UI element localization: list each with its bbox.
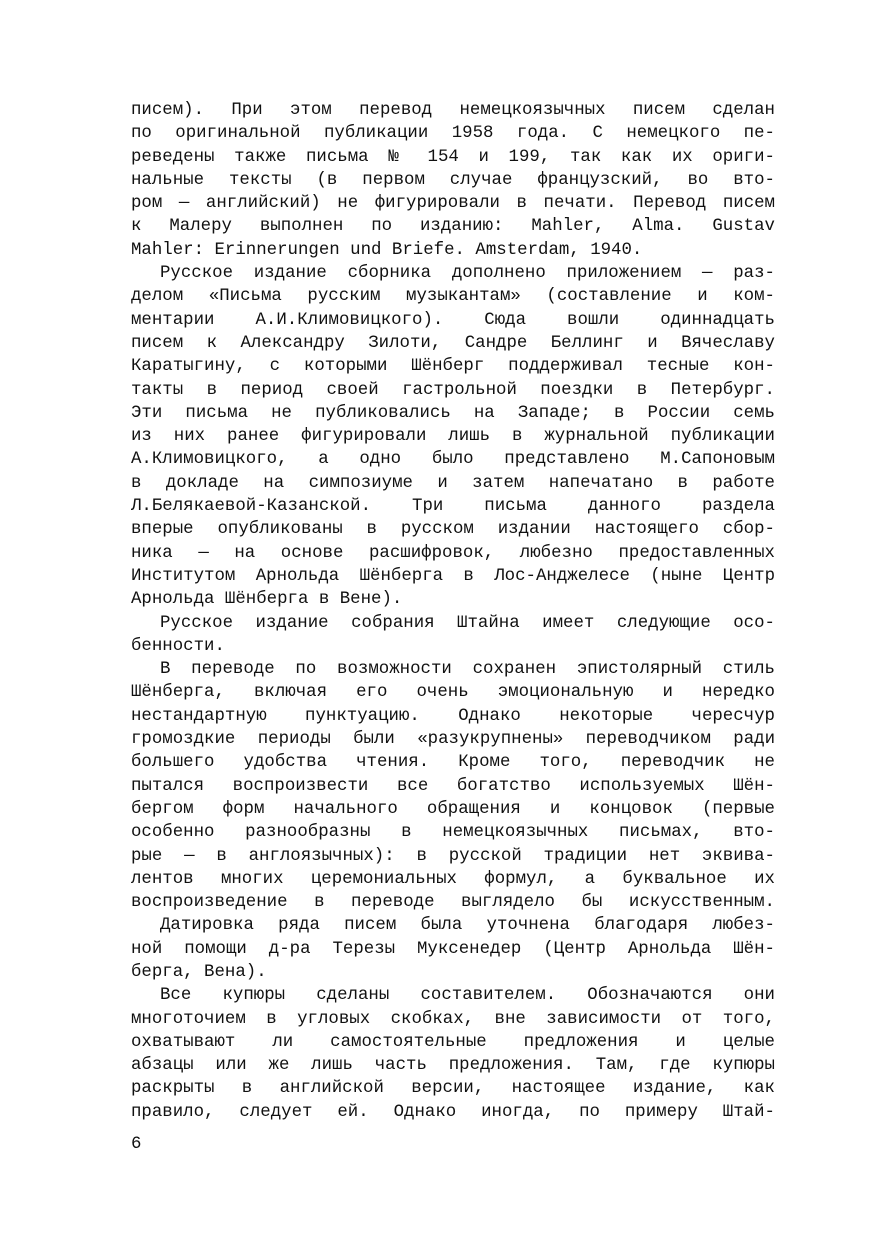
text-line: делом «Письма русским музыкантам» (составление и ком- [131, 287, 775, 307]
text-line: бенности. [131, 636, 225, 656]
text-line: к Малеру выполнен по изданию: Mahler, Alma. Gustav [131, 217, 775, 237]
text-line: особенно разнообразны в немецкоязычных письмах, вто- [131, 823, 775, 843]
text-line: Эти письма не публиковались на Западе; в России семь [131, 403, 775, 423]
text-line: берга, Вена). [131, 962, 267, 982]
text-line: лентов многих церемониальных формул, а буквальное их [131, 869, 775, 889]
text-line: громоздкие периоды были «разукрупнены» переводчиком ради [131, 730, 775, 750]
text-line: по оригинальной публикации 1958 года. С немецкого пе- [131, 124, 775, 144]
text-line: А.Климовицкого, а одно было представлено М.Сапоновым [131, 450, 775, 470]
text-line: рые — в англоязычных): в русской традиции нет эквива- [131, 846, 775, 866]
text-line: охватывают ли самостоятельные предложения и целые [131, 1032, 775, 1052]
text-line: Русское издание собрания Штайна имеет следующие осо- [160, 613, 775, 633]
text-line: ника — на основе расшифровок, любезно предоставленных [131, 543, 775, 563]
text-line: писем к Александру Зилоти, Сандре Беллинг и Вячеславу [131, 333, 775, 353]
text-line: нестандартную пунктуацию. Однако некоторые чересчур [131, 706, 775, 726]
text-line: Все купюры сделаны составителем. Обозначаются они [160, 986, 775, 1006]
text-line: в докладе на симпозиуме и затем напечатано в работе [131, 473, 775, 493]
text-line: такты в период своей гастрольной поездки в Петербург. [131, 380, 775, 400]
text-line: В переводе по возможности сохранен эпистолярный стиль [160, 660, 775, 680]
text-line: Шёнберга, включая его очень эмоциональную и нередко [131, 683, 775, 703]
page-number: 6 [131, 1135, 142, 1154]
text-line: Датировка ряда писем была уточнена благодаря любез- [160, 916, 775, 936]
text-line: реведены также письма № 154 и 199, так как их ориги- [131, 147, 775, 167]
text-line: писем). При этом перевод немецкоязычных писем сделан [131, 101, 775, 120]
text-line: воспроизведение в переводе выглядело бы искусственным. [131, 893, 775, 913]
text-line: ментарии А.И.Климовицкого). Сюда вошли одиннадцать [131, 310, 775, 330]
text-line: Mahler: Erinnerungen und Briefe. Amsterdam, 1940. [131, 240, 643, 260]
text-line: многоточием в угловых скобках, вне зависимости от того, [131, 1009, 775, 1029]
text-line: абзацы или же лишь часть предложения. Там, где купюры [131, 1056, 775, 1076]
body-text [131, 99, 775, 1124]
text-line: Арнольда Шёнберга в Вене). [131, 590, 403, 610]
text-line: ром — английский) не фигурировали в печати. Перевод писем [131, 194, 775, 214]
text-line: из них ранее фигурировали лишь в журнальной публикации [131, 427, 775, 447]
text-line: Каратыгину, с которыми Шёнберг поддерживал тесные кон- [131, 357, 775, 377]
text-line: бергом форм начального обращения и концовок (первые [131, 799, 775, 819]
text-line: Институтом Арнольда Шёнберга в Лос-Анджелесе (ныне Центр [131, 566, 775, 586]
text-line: вперые опубликованы в русском издании настоящего сбор- [131, 520, 775, 540]
text-line: раскрыты в английской версии, настоящее издание, как [131, 1079, 775, 1099]
text-line: нальные тексты (в первом случае французский, во вто- [131, 170, 775, 190]
text-line: Л.Белякаевой-Казанской. Три письма данного раздела [131, 497, 775, 517]
text-line: ной помощи д-ра Терезы Муксенедер (Центр Арнольда Шён- [131, 939, 775, 959]
text-line: Русское издание сборника дополнено приложением — раз- [160, 264, 775, 284]
text-line: правило, следует ей. Однако иногда, по примеру Штай- [131, 1102, 775, 1122]
text-line: большего удобства чтения. Кроме того, переводчик не [131, 753, 775, 773]
text-line: пытался воспроизвести все богатство используемых Шён- [131, 776, 775, 796]
